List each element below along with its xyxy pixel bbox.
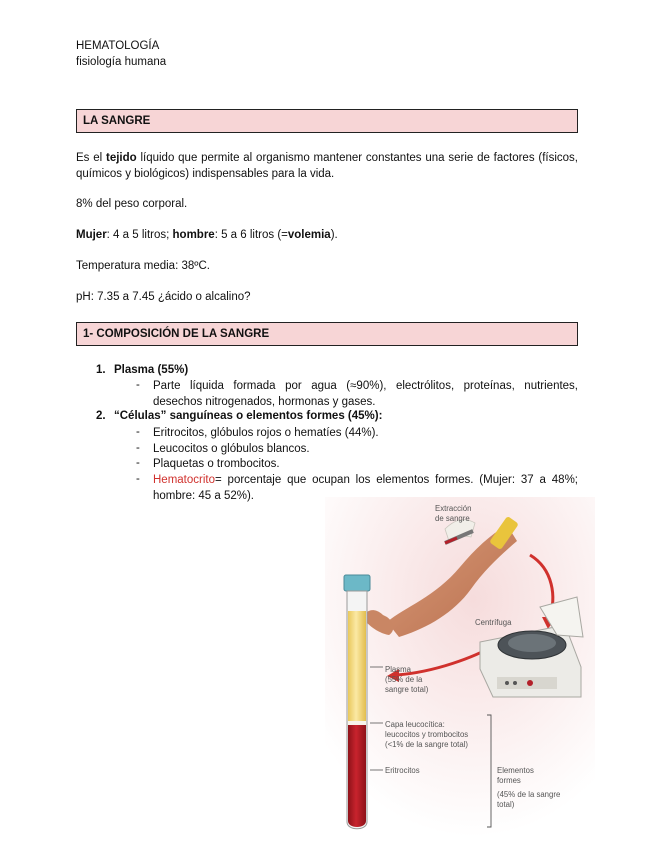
label-capa: (<1% de la sangre total) (385, 740, 468, 749)
label-plasma: (55% de la (385, 675, 423, 684)
blood-centrifuge-figure (325, 497, 595, 837)
text: ). (330, 229, 338, 241)
section-title-composicion: 1- COMPOSICIÓN DE LA SANGRE (76, 322, 578, 346)
text: : 4 a 5 litros; (106, 229, 173, 241)
centrifuge-knob (505, 681, 509, 685)
list-item-elementos-formes: “Células” sanguíneas o elementos formes (45%): (114, 410, 383, 422)
label-extraccion: Extracción (435, 504, 472, 513)
text: líquido que permite al organismo mantener constantes una serie de factores (físicos, químicos y biológicos) indispensables para la vida. (76, 152, 578, 180)
bullet-plaquetas: Plaquetas o trombocitos. (153, 458, 280, 470)
label-centrifuga: Centrífuga (475, 618, 512, 627)
text: Es el (76, 152, 106, 164)
text-bold: tejido (105, 152, 137, 164)
doc-course: fisiología humana (76, 56, 167, 68)
bullet-dash: - (136, 426, 140, 438)
text: = porcentaje que ocupan los elementos formes. (Mujer: 37 a 48%; hombre: 45 a 52%). (153, 474, 578, 502)
label-capa: Capa leucocítica: (385, 720, 445, 729)
paragraph-volemia (76, 228, 578, 244)
text-bold: Mujer (76, 229, 107, 241)
bullet-plasma-composicion: Parte líquida formada por agua (≈90%), electrólitos, proteínas, nutrientes, desechos nitrogenados, hormonas y gases. (153, 380, 578, 408)
label-plasma: sangre total) (385, 685, 429, 694)
bullet-leucocitos: Leucocitos o glóbulos blancos. (153, 443, 310, 455)
buffy-coat-layer (348, 721, 366, 725)
paragraph-ph: pH: 7.35 a 7.45 ¿ácido o alcalino? (76, 291, 251, 303)
paragraph-temperatura: Temperatura media: 38ºC. (76, 260, 210, 272)
label-elementos-formes: total) (497, 800, 515, 809)
centrifuge-knob (513, 681, 517, 685)
bullet-dash: - (136, 442, 140, 454)
plasma-layer (348, 611, 366, 721)
hematocrito-term: Hematocrito (153, 474, 215, 486)
list-item-plasma: Plasma (55%) (114, 364, 189, 376)
label-extraccion: de sangre (435, 514, 470, 523)
bullet-eritrocitos: Eritrocitos, glóbulos rojos o hematíes (44%). (153, 427, 379, 439)
text-bold: volemia (287, 229, 331, 241)
label-elementos-formes: formes (497, 776, 521, 785)
label-plasma: Plasma (385, 665, 411, 674)
doc-subject: HEMATOLOGÍA (76, 40, 160, 52)
text: : 5 a 6 litros (= (214, 229, 288, 241)
label-eritrocitos: Eritrocitos (385, 766, 420, 775)
test-tube (344, 575, 370, 829)
paragraph-definicion (76, 151, 578, 182)
label-elementos-formes: (45% de la sangre (497, 790, 561, 799)
tube-cap (344, 575, 370, 591)
text-bold: hombre (172, 229, 215, 241)
bullet-dash: - (136, 379, 140, 391)
section-title-sangre: LA SANGRE (76, 109, 578, 133)
paragraph-peso: 8% del peso corporal. (76, 198, 188, 210)
list-number: 2. (96, 410, 106, 422)
label-capa: leucocitos y trombocitos (385, 730, 469, 739)
list-number: 1. (96, 364, 106, 376)
bullet-dash: - (136, 473, 140, 485)
label-elementos-formes: Elementos (497, 766, 534, 775)
erythrocyte-layer (348, 725, 366, 827)
centrifuge-button (527, 680, 533, 686)
centrifuge-rotor-inner (508, 634, 556, 652)
bullet-dash: - (136, 457, 140, 469)
